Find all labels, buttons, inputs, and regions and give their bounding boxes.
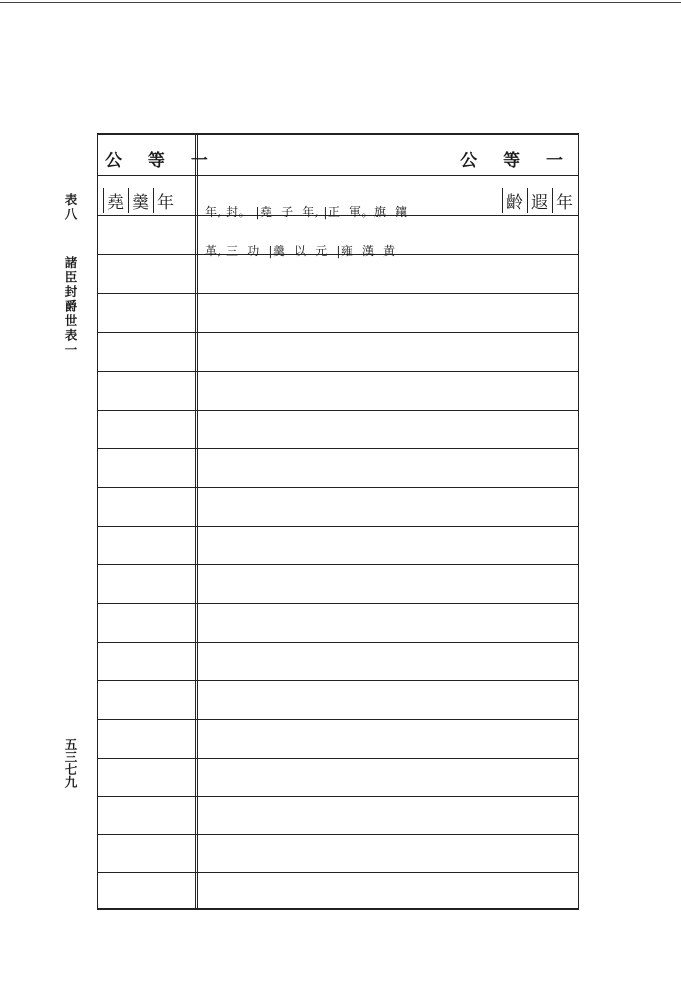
right-entry-char: 遐 xyxy=(527,188,548,213)
left-entry-char: 羹 xyxy=(128,188,149,213)
left-entry-char: 年 xyxy=(153,188,174,213)
row-line xyxy=(97,175,579,176)
left-entry-char: 堯 xyxy=(103,188,124,213)
header-right-rank: 公 等 一 xyxy=(460,151,573,171)
table-bottom-border xyxy=(97,908,579,910)
row-line xyxy=(97,448,579,449)
table-top-border xyxy=(97,133,579,135)
column-divider-double xyxy=(197,133,198,910)
row-line xyxy=(97,680,579,681)
row-line xyxy=(97,872,579,873)
row-line xyxy=(97,410,579,411)
right-entry-cell xyxy=(502,188,573,213)
header-left-rank: 公 等 一 xyxy=(105,151,218,171)
row-line xyxy=(97,603,579,604)
row-line xyxy=(97,332,579,333)
peerage-table xyxy=(97,133,579,910)
row-line xyxy=(97,564,579,565)
row-line xyxy=(97,526,579,527)
annotation-line: 革, 三 功 |羹 以 元 |雍 漢 黄 xyxy=(205,244,396,258)
row-line xyxy=(97,487,579,488)
side-label-title: 諸臣封爵世表一 xyxy=(63,256,78,358)
page-number: 五三七九 xyxy=(63,738,78,788)
top-border xyxy=(0,2,681,3)
row-line xyxy=(97,642,579,643)
column-divider xyxy=(195,133,196,910)
row-line xyxy=(97,293,579,294)
row-line xyxy=(97,371,579,372)
right-entry-char: 齡 xyxy=(502,188,523,213)
annotation-cell xyxy=(205,180,463,284)
table-right-border xyxy=(578,133,579,910)
table-left-border xyxy=(97,133,98,910)
row-line xyxy=(97,758,579,759)
left-entry-cell xyxy=(103,188,174,213)
row-line xyxy=(97,796,579,797)
row-line xyxy=(97,719,579,720)
annotation-line: 年, 封。 |堯 子 年, |正 軍。旗 鑲 xyxy=(205,205,408,219)
side-label-table-number: 表八 xyxy=(63,193,78,222)
right-entry-char: 年 xyxy=(552,188,573,213)
row-line xyxy=(97,834,579,835)
